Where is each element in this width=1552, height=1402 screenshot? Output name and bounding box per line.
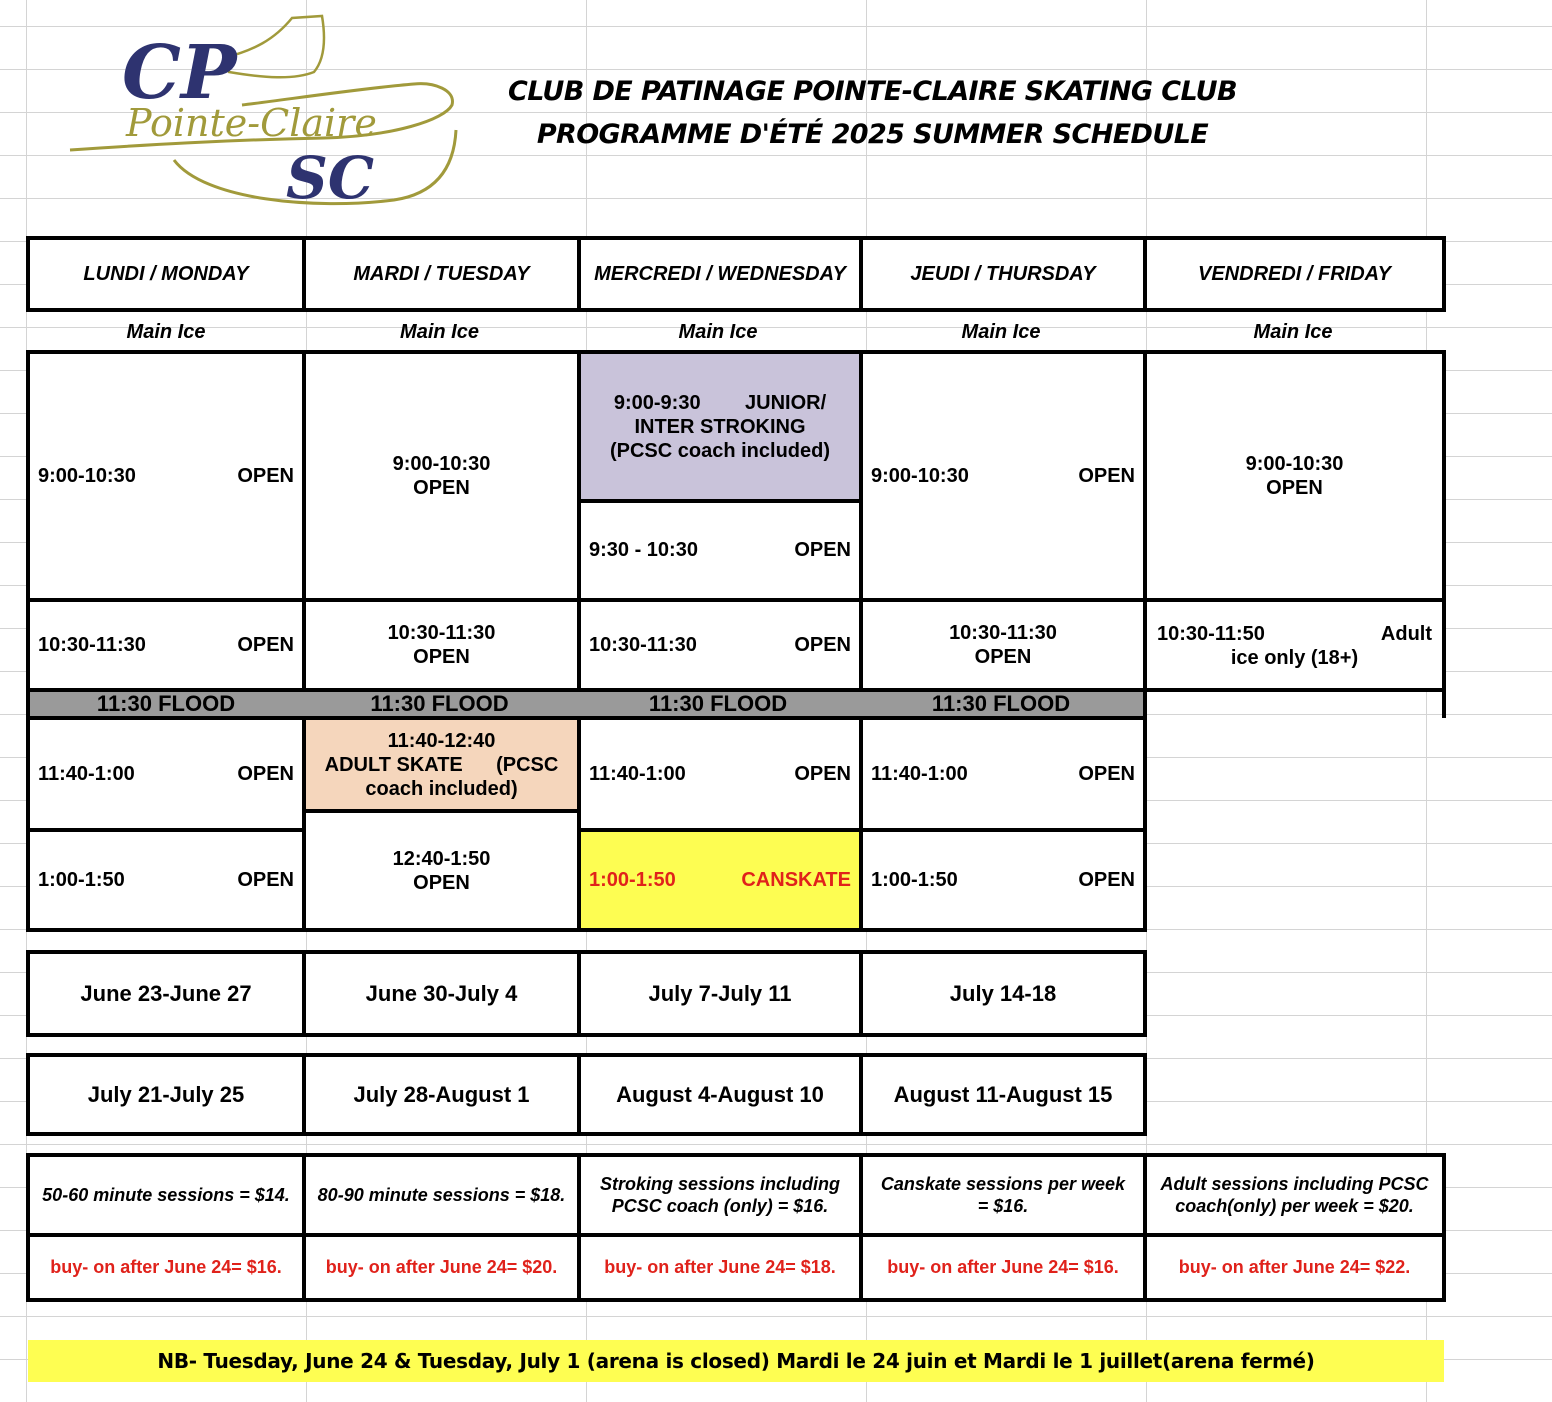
day-header-friday: VENDREDI / FRIDAY [1143,236,1446,312]
session-time: 10:30-11:30 [38,633,146,656]
rink-label-friday: Main Ice [1253,320,1333,343]
price-line-1: 50-60 minute sessions = $14. [42,1185,290,1205]
session-label: OPEN [794,633,851,656]
wednesday-session-1b [577,499,863,602]
price-info [302,1153,581,1237]
title-line-2: PROGRAMME D'ÉTÉ 2025 SUMMER SCHEDULE [536,119,1209,150]
monday-session-1 [26,350,306,602]
logo-cp: CP [122,30,237,116]
price-info [577,1153,863,1237]
friday-session-1 [1143,350,1446,602]
rink-label-thursday: Main Ice [961,320,1041,343]
friday-right-border [1442,688,1446,718]
tuesday-adult-skate [302,716,581,813]
buy-on-price: buy- on after June 24= $18. [577,1233,863,1302]
price-line-2: PCSC coach (only) = $16. [611,1196,829,1216]
price-line-2: = $16. [977,1196,1029,1216]
week-range: July 7-July 11 [577,950,863,1037]
price-info [859,1153,1147,1237]
session-label: OPEN [794,539,851,561]
session-label: OPEN [794,762,851,785]
week-range: August 4-August 10 [577,1053,863,1136]
session-label: Adult [1380,623,1432,645]
thursday-flood: 11:30 FLOOD [931,691,1071,716]
week-range: June 23-June 27 [26,950,306,1037]
session-time: 11:40-1:00 [589,762,686,785]
rink-label-monday: Main Ice [126,320,206,343]
session-label: CANSKATE [741,868,851,891]
session-time: 10:30-11:50 [1157,623,1265,645]
day-header-wednesday: MERCREDI / WEDNESDAY [577,236,863,312]
tuesday-session-1 [302,350,581,602]
skate-boot-icon [224,16,324,77]
rink-label-tuesday: Main Ice [400,320,479,343]
price-line-2: coach(only) per week = $20. [1175,1196,1414,1216]
thursday-session-4 [859,828,1147,932]
rink-label-wednesday: Main Ice [678,320,758,343]
page-title [500,70,1245,156]
session-label: OPEN [413,646,470,668]
wednesday-flood: 11:30 FLOOD [648,691,788,716]
session-label: OPEN [1266,477,1323,499]
session-line-3: (PCSC coach included) [609,439,831,462]
logo-pointe-claire: Pointe-Claire [126,101,377,145]
price-line-1: Adult sessions including PCSC [1160,1174,1429,1194]
tuesday-session-4 [302,809,581,932]
session-line-3: coach included) [365,777,518,800]
session-time: 10:30-11:30 [387,622,496,644]
session-time: 9:00-10:30 [1245,453,1344,475]
session-time: 11:40-1:00 [871,762,968,785]
session-line-2: ADULT SKATE (PCSC [324,753,559,776]
friday-session-2 [1143,598,1446,692]
session-time: 10:30-11:30 [589,633,697,656]
session-line-2: INTER STROKING [634,415,806,438]
session-label: OPEN [974,646,1032,668]
week-range: July 14-18 [859,950,1147,1037]
price-info [26,1153,306,1237]
session-label: OPEN [413,871,470,894]
day-header-tuesday: MARDI / TUESDAY [302,236,581,312]
session-time: 12:40-1:50 [392,847,491,870]
week-range: June 30-July 4 [302,950,581,1037]
week-range: August 11-August 15 [859,1053,1147,1136]
session-label: OPEN [413,477,470,499]
thursday-session-1 [859,350,1147,602]
monday-session-4 [26,828,306,932]
title-line-1: CLUB DE PATINAGE POINTE-CLAIRE SKATING CLUB [508,76,1237,107]
session-time: 9:00-10:30 [871,464,969,487]
thursday-session-3 [859,716,1147,832]
club-logo [64,10,464,215]
session-line-1: 9:00-9:30 JUNIOR/ [613,391,827,414]
session-time: 10:30-11:30 [949,622,1057,644]
week-range: July 28-August 1 [302,1053,581,1136]
session-time: 11:40-12:40 [387,729,496,752]
session-label: OPEN [237,464,294,487]
day-header-thursday: JEUDI / THURSDAY [859,236,1147,312]
session-label: OPEN [237,762,294,785]
tuesday-session-2 [302,598,581,692]
session-time: 9:00-10:30 [392,453,491,475]
session-label: OPEN [237,868,294,891]
buy-on-price: buy- on after June 24= $16. [859,1233,1147,1302]
buy-on-price: buy- on after June 24= $16. [26,1233,306,1302]
wednesday-session-3 [577,716,863,832]
price-line-1: Stroking sessions including [599,1174,841,1194]
day-header-monday: LUNDI / MONDAY [26,236,306,312]
monday-session-2 [26,598,306,692]
session-time: 11:40-1:00 [38,762,135,785]
thursday-session-2 [859,598,1147,692]
session-label: OPEN [1078,762,1135,785]
price-line-1: Canskate sessions per week [880,1174,1126,1194]
session-label: OPEN [1078,464,1135,487]
session-label-2: ice only (18+) [1230,647,1359,669]
monday-session-3 [26,716,306,832]
session-label: OPEN [237,633,294,656]
buy-on-price: buy- on after June 24= $20. [302,1233,581,1302]
session-time: 1:00-1:50 [589,868,676,891]
session-time: 1:00-1:50 [38,868,125,891]
buy-on-price: buy- on after June 24= $22. [1143,1233,1446,1302]
wednesday-session-2 [577,598,863,692]
monday-flood: 11:30 FLOOD [96,691,236,716]
week-range: July 21-July 25 [26,1053,306,1136]
logo-sc: SC [286,144,375,212]
session-time: 9:00-10:30 [38,464,136,487]
price-line-1: 80-90 minute sessions = $18. [317,1185,566,1205]
price-info [1143,1153,1446,1237]
tuesday-flood: 11:30 FLOOD [370,691,509,716]
closure-note: NB- Tuesday, June 24 & Tuesday, July 1 (arena is closed) Mardi le 24 juin et Mardi le 1 juillet(arena fermé) [28,1340,1444,1382]
session-time: 9:30 - 10:30 [589,539,698,561]
session-label: OPEN [1078,868,1135,891]
session-time: 1:00-1:50 [871,868,958,891]
wednesday-canskate-session [577,828,863,932]
wednesday-stroking-session [577,350,863,503]
